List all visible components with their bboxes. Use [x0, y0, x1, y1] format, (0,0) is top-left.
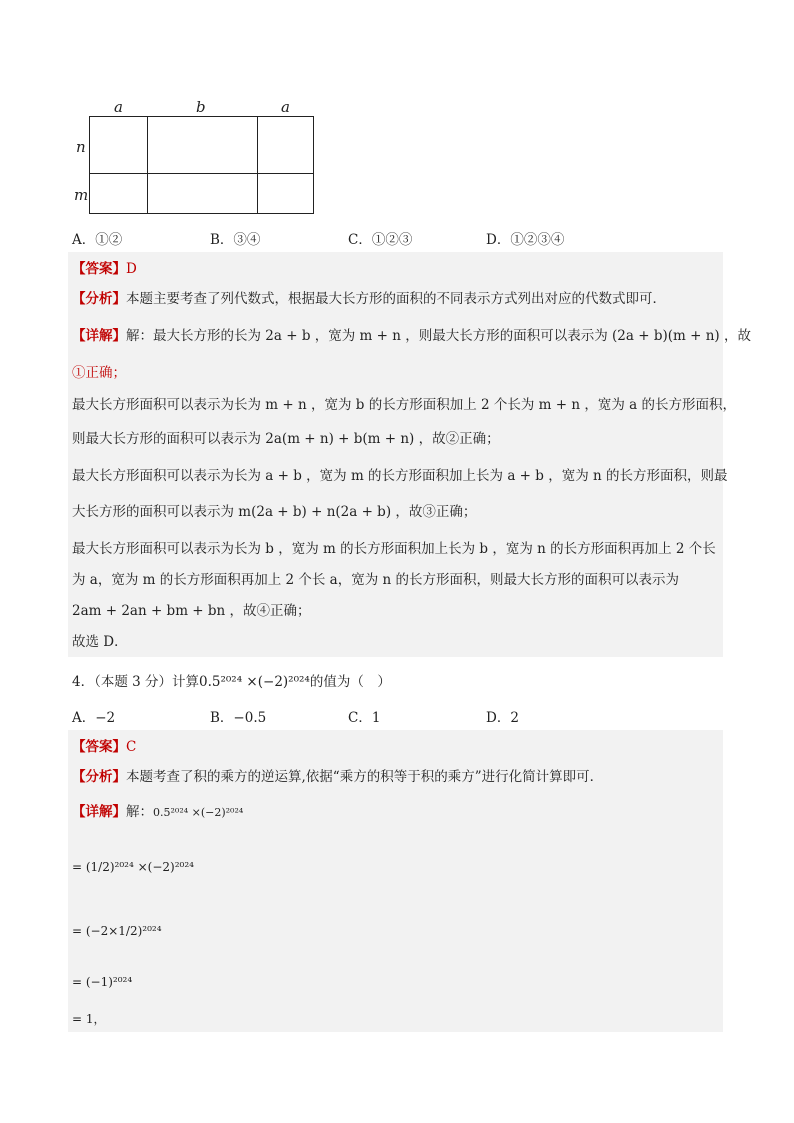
answer-tag: 【答案】: [72, 739, 126, 755]
q4-detail-intro: 【详解】解：0.5²⁰²⁴ ×(−2)²⁰²⁴: [72, 804, 244, 820]
q3-option-a[interactable]: A．①②: [72, 232, 123, 248]
q3-detail-line-8: 为 a，宽为 m 的长方形面积再加上 2 个长 a，宽为 n 的长方形面积，则最大长方形的面积可以表示为: [72, 572, 680, 588]
q3-detail-line-1: 【详解】解：最大长方形的长为 2a + b ，宽为 m + n ，则最大长方形的面积可以表示为 (2a + b)(m + n) ，故: [72, 328, 751, 344]
q4-option-d[interactable]: D．2: [486, 710, 519, 726]
q3-solution-panel: [68, 252, 723, 657]
q3-detail-line-4: 则最大长方形的面积可以表示为 2a(m + n) + b(m + n) ，故②正确；: [72, 431, 500, 447]
q3-detail-line-10: 故选 D．: [72, 634, 128, 650]
analysis-text: 本题主要考查了列代数式，根据最大长方形的面积的不同表示方式列出对应的代数式即可．: [126, 291, 666, 307]
label-top-a1: a: [114, 98, 123, 116]
label-side-m: m: [74, 186, 89, 204]
q3-detail-line-6: 大长方形的面积可以表示为 m(2a + b) + n(2a + b) ，故③正确；: [72, 504, 477, 520]
detail-intro-expression: 0.5²⁰²⁴ ×(−2)²⁰²⁴: [153, 806, 244, 819]
label-top-a2: a: [281, 98, 290, 116]
q3-answer: [72, 260, 137, 278]
q3-analysis: [72, 290, 666, 308]
q4-option-a[interactable]: A．−2: [72, 710, 116, 726]
q4-option-b[interactable]: B．−0.5: [210, 710, 267, 726]
grid-line-v1: [147, 117, 148, 213]
q3-detail-line-2: ①正确；: [72, 365, 126, 381]
q3-detail-line-9: 2am + 2an + bm + bn ，故④正确；: [72, 603, 311, 619]
analysis-tag: 【分析】: [72, 291, 126, 307]
q3-detail-line-5: 最大长方形面积可以表示为长为 a + b ，宽为 m 的长方形面积加上长为 a + b ，宽为 n 的长方形面积，则最: [72, 468, 728, 484]
q3-option-b[interactable]: B．③④: [210, 232, 261, 248]
q4-step-2: = (−2×1/2)²⁰²⁴: [72, 924, 162, 938]
detail-tag: 【详解】: [72, 328, 126, 344]
grid-line-h1: [90, 173, 313, 174]
q3-detail-line-7: 最大长方形面积可以表示为长为 b ，宽为 m 的长方形面积加上长为 b ，宽为 n 的长方形面积再加上 2 个长: [72, 541, 716, 557]
q4-step-3: = (−1)²⁰²⁴: [72, 975, 133, 989]
q4-step-1: = (1/2)²⁰²⁴ ×(−2)²⁰²⁴: [72, 860, 194, 874]
analysis-tag: 【分析】: [72, 769, 126, 785]
q4-stem: 4．（本题 3 分）计算0.5²⁰²⁴ ×(−2)²⁰²⁴的值为（ ）: [72, 674, 391, 690]
q4-option-c[interactable]: C．1: [348, 710, 381, 726]
label-side-n: n: [76, 138, 86, 156]
detail-tag: 【详解】: [72, 804, 126, 820]
grid-line-v2: [257, 117, 258, 213]
label-top-b: b: [196, 98, 206, 116]
q3-option-c[interactable]: C．①②③: [348, 232, 413, 248]
q4-analysis: [72, 768, 603, 786]
answer-value: C: [126, 739, 137, 755]
q4-answer: [72, 738, 136, 756]
answer-tag: 【答案】: [72, 261, 126, 277]
rectangle-figure: [70, 96, 330, 222]
q3-option-d[interactable]: D．①②③④: [486, 232, 565, 248]
q4-step-4: = 1，: [72, 1012, 106, 1026]
q4-stem-expression: 0.5²⁰²⁴ ×(−2)²⁰²⁴: [199, 674, 310, 690]
rectangle-grid: [89, 116, 314, 214]
answer-value: D: [126, 261, 137, 277]
q3-detail-line-3: 最大长方形面积可以表示为长为 m + n ，宽为 b 的长方形面积加上 2 个长为 m + n ，宽为 a 的长方形面积，: [72, 397, 736, 413]
analysis-text: 本题考查了积的乘方的逆运算,依据“乘方的积等于积的乘方”进行化简计算即可．: [126, 769, 604, 785]
